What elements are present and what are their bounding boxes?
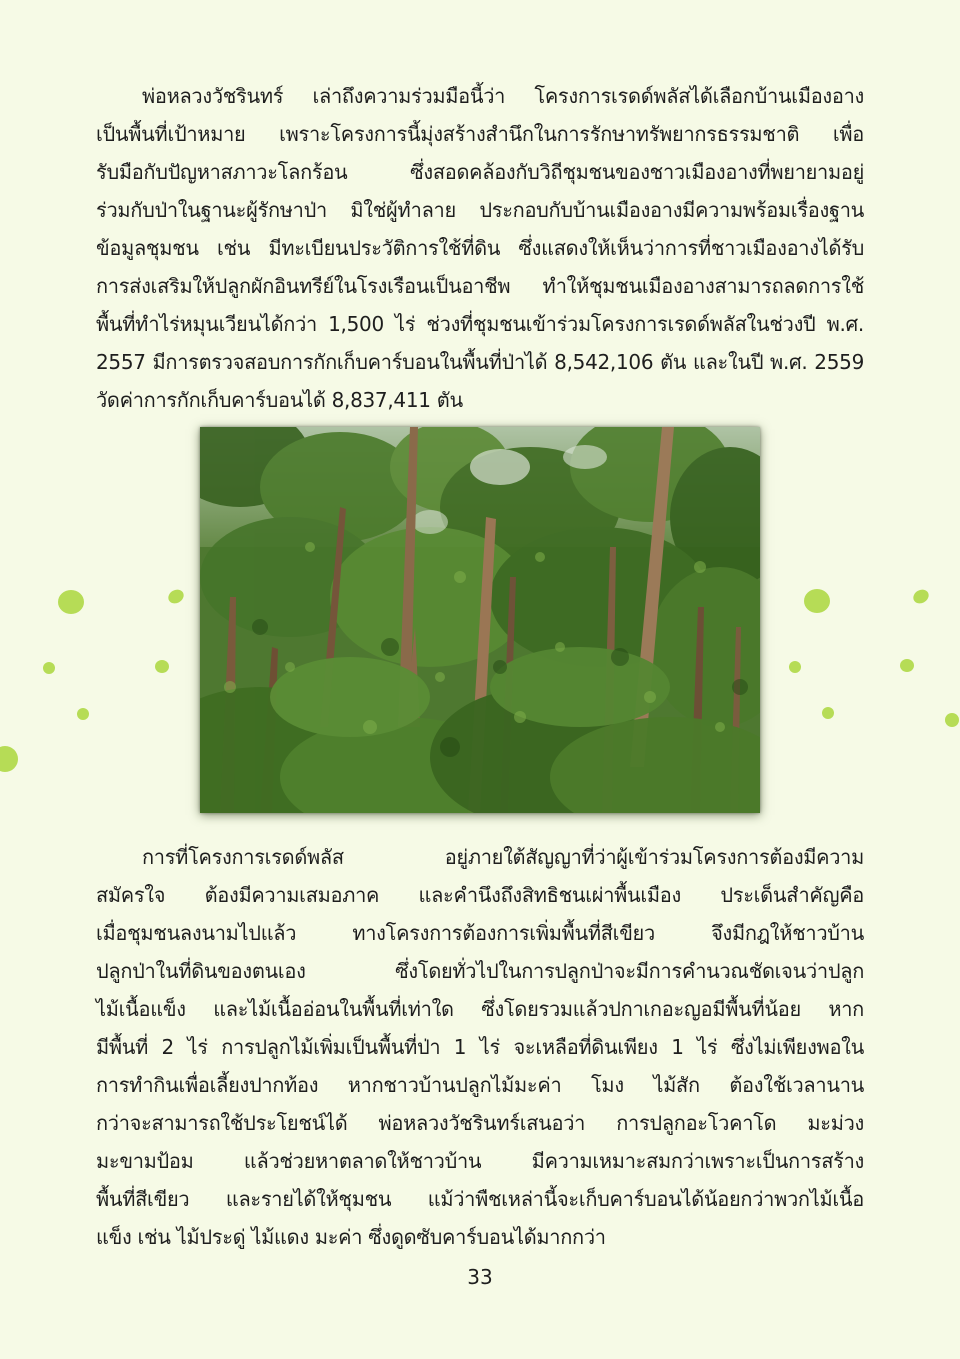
decorative-dot	[77, 708, 89, 720]
decorative-dot	[43, 662, 55, 674]
decorative-dot	[58, 590, 84, 614]
text-line: การที่โครงการเรดด์พลัส อยู่ภายใต้สัญญาที่ว่าผู้เข้าร่วมโครงการต้องมีความ	[142, 845, 864, 869]
text-line: วัดค่าการกักเก็บคาร์บอนได้ 8,837,411 ตัน	[96, 388, 463, 412]
paragraph-carbon-project	[96, 77, 864, 419]
decorative-dot	[789, 661, 801, 673]
decorative-dot	[804, 589, 830, 613]
forest-illustration	[200, 427, 760, 813]
text-line: 2557 มีการตรวจสอบการกักเก็บคาร์บอนในพื้นที่ป่าได้ 8,542,106 ตัน และในปี พ.ศ. 2559	[96, 350, 864, 374]
text-line: แข็ง เช่น ไม้ประดู่ ไม้แดง มะค่า ซึ่งดูดซับคาร์บอนได้มากกว่า	[96, 1225, 606, 1249]
text-line: เป็นพื้นที่เป้าหมาย เพราะโครงการนี้มุ่งสร้างสำนึกในการรักษาทรัพยากรธรรมชาติ เพื่อ	[96, 122, 864, 146]
text-line: รับมือกับปัญหาสภาวะโลกร้อน ซึ่งสอดคล้องกับวิถีชุมชนของชาวเมืองอางที่พยายามอยู่	[96, 160, 864, 184]
text-line: พื้นที่สีเขียว และรายได้ให้ชุมชน แม้ว่าพืชเหล่านี้จะเก็บคาร์บอนได้น้อยกว่าพวกไม้เนื้อ	[96, 1187, 864, 1211]
text-line: ไม้เนื้อแข็ง และไม้เนื้ออ่อนในพื้นที่เท่าใด ซึ่งโดยรวมแล้วปกาเกอะญอมีพื้นที่น้อย หาก	[96, 997, 864, 1021]
text-line: ปลูกป่าในที่ดินของตนเอง ซึ่งโดยทั่วไปในการปลูกป่าจะมีการคำนวณชัดเจนว่าปลูก	[96, 959, 864, 983]
decorative-dot	[166, 587, 186, 606]
decorative-dot	[900, 659, 914, 672]
paragraph-redd-plus-terms	[96, 838, 864, 1256]
text-line: มีพื้นที่ 2 ไร่ การปลูกไม้เพิ่มเป็นพื้นที่ป่า 1 ไร่ จะเหลือที่ดินเพียง 1 ไร่ ซึ่งไม่เพียงพอใน	[96, 1035, 864, 1059]
text-line: สมัครใจ ต้องมีความเสมอภาค และคำนึงถึงสิทธิชนเผ่าพื้นเมือง ประเด็นสำคัญคือ	[96, 883, 864, 907]
text-line: ร่วมกับป่าในฐานะผู้รักษาป่า มิใช่ผู้ทำลาย ประกอบกับบ้านเมืองอางมีความพร้อมเรื่องฐาน	[96, 198, 864, 222]
text-line: เมื่อชุมชนลงนามไปแล้ว ทางโครงการต้องการเพิ่มพื้นที่สีเขียว จึงมีกฎให้ชาวบ้าน	[96, 921, 864, 945]
text-line: พ่อหลวงวัชรินทร์ เล่าถึงความร่วมมือนี้ว่า โครงการเรดด์พลัสได้เลือกบ้านเมืองอาง	[142, 84, 864, 108]
text-line: กว่าจะสามารถใช้ประโยชน์ได้ พ่อหลวงวัชรินทร์เสนอว่า การปลูกอะโวคาโด มะม่วง	[96, 1111, 864, 1135]
text-line: การทำกินเพื่อเลี้ยงปากท้อง หากชาวบ้านปลูกไม้มะค่า โมง ไม้สัก ต้องใช้เวลานาน	[96, 1073, 864, 1097]
decorative-dot	[822, 707, 834, 719]
text-line: พื้นที่ทำไร่หมุนเวียนได้กว่า 1,500 ไร่ ช่วงที่ชุมชนเข้าร่วมโครงการเรดด์พลัสในช่วงปี พ.ศ.	[96, 312, 864, 336]
forest-photo	[200, 427, 760, 813]
page-number: 33	[467, 1265, 493, 1289]
text-line: การส่งเสริมให้ปลูกผักอินทรีย์ในโรงเรือนเป็นอาชีพ ทำให้ชุมชนเมืองอางสามารถลดการใช้	[96, 274, 864, 298]
decorative-dot	[0, 746, 18, 772]
text-line: มะขามป้อม แล้วช่วยหาตลาดให้ชาวบ้าน มีความเหมาะสมกว่าเพราะเป็นการสร้าง	[96, 1149, 864, 1173]
text-line: ข้อมูลชุมชน เช่น มีทะเบียนประวัติการใช้ที่ดิน ซึ่งแสดงให้เห็นว่าการที่ชาวเมืองอางได้รับ	[96, 236, 864, 260]
decorative-dot	[155, 660, 169, 673]
decorative-dot	[911, 587, 931, 606]
decorative-dot	[945, 713, 959, 727]
